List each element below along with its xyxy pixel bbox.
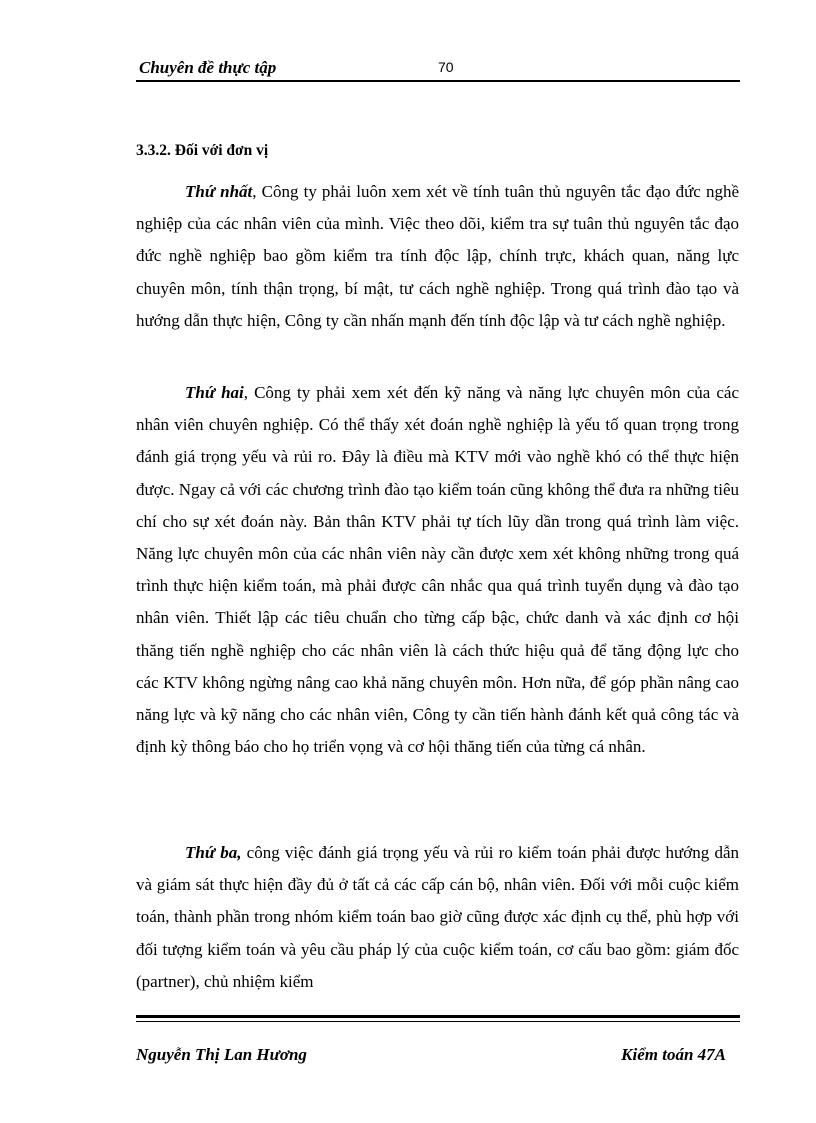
footer-class: Kiểm toán 47A (621, 1045, 726, 1064)
header-title: Chuyên đề thực tập (139, 58, 277, 77)
page-number: 70 (438, 59, 454, 75)
footer-author: Nguyễn Thị Lan Hương (136, 1045, 307, 1064)
footer-rule-thin (136, 1021, 740, 1022)
paragraph-body: , Công ty phải luôn xem xét về tính tuân thủ nguyên tắc đạo đức nghề nghiệp của các nhân viên của mình. Việc theo dõi, kiểm tra sự tuân thủ nguyên tắc đạo đức nghề nghiệp bao gồm kiểm tra tính độc lập, chính trực, khách quan, năng lực chuyên môn, tính thận trọng, bí mật, tư cách nghề nghiệp. Trong quá trình đào tạo và hướng dẫn thực hiện, Công ty cần nhấn mạnh đến tính độc lập và tư cách nghề nghiệp. (136, 182, 739, 330)
paragraph-body: công việc đánh giá trọng yếu và rủi ro kiểm toán phải được hướng dẫn và giám sát thực hiện đầy đủ ở tất cả các cấp cán bộ, nhân viên. Đối với mỗi cuộc kiểm toán, thành phần trong nhóm kiểm toán bao giờ cũng được xác định cụ thể, phù hợp với đối tượng kiểm toán và yêu cầu pháp lý của cuộc kiểm toán, cơ cấu bao gồm: giám đốc (partner), chủ nhiệm kiểm (136, 843, 739, 991)
paragraph-lead: Thứ hai (185, 383, 244, 402)
paragraph-first (136, 176, 739, 337)
paragraph-third (136, 837, 739, 998)
footer-rule-thick (136, 1015, 740, 1018)
paragraph-body: , Công ty phải xem xét đến kỹ năng và năng lực chuyên môn của các nhân viên chuyên nghiệp. Có thể thấy xét đoán nghề nghiệp là yếu tố quan trọng trong đánh giá trọng yếu và rủi ro. Đây là điều mà KTV mới vào nghề khó có thể thực hiện được. Ngay cả với các chương trình đào tạo kiểm toán cũng không thể đưa ra những tiêu chí cho sự xét đoán này. Bản thân KTV phải tự tích lũy dần trong quá trình làm việc. Năng lực chuyên môn của các nhân viên này cần được xem xét không những trong quá trình thực hiện kiểm toán, mà phải được cân nhắc qua quá trình tuyển dụng và đào tạo nhân viên. Thiết lập các tiêu chuẩn cho từng cấp bậc, chức danh và xác định cơ hội thăng tiến nghề nghiệp cho các nhân viên là cách thức hiệu quả để tăng động lực cho các KTV không ngừng nâng cao khả năng chuyên môn. Hơn nữa, để góp phần nâng cao năng lực và kỹ năng cho các nhân viên, Công ty cần tiến hành đánh kết quả công tác và định kỳ thông báo cho họ triển vọng và cơ hội thăng tiến của từng cá nhân. (136, 383, 739, 757)
paragraph-second (136, 377, 739, 763)
paragraph-lead: Thứ ba, (185, 843, 242, 862)
page-header (136, 56, 740, 80)
paragraph-lead: Thứ nhất (185, 182, 253, 201)
header-rule (136, 80, 740, 82)
section-heading: 3.3.2. Đối với đơn vị (136, 142, 269, 159)
